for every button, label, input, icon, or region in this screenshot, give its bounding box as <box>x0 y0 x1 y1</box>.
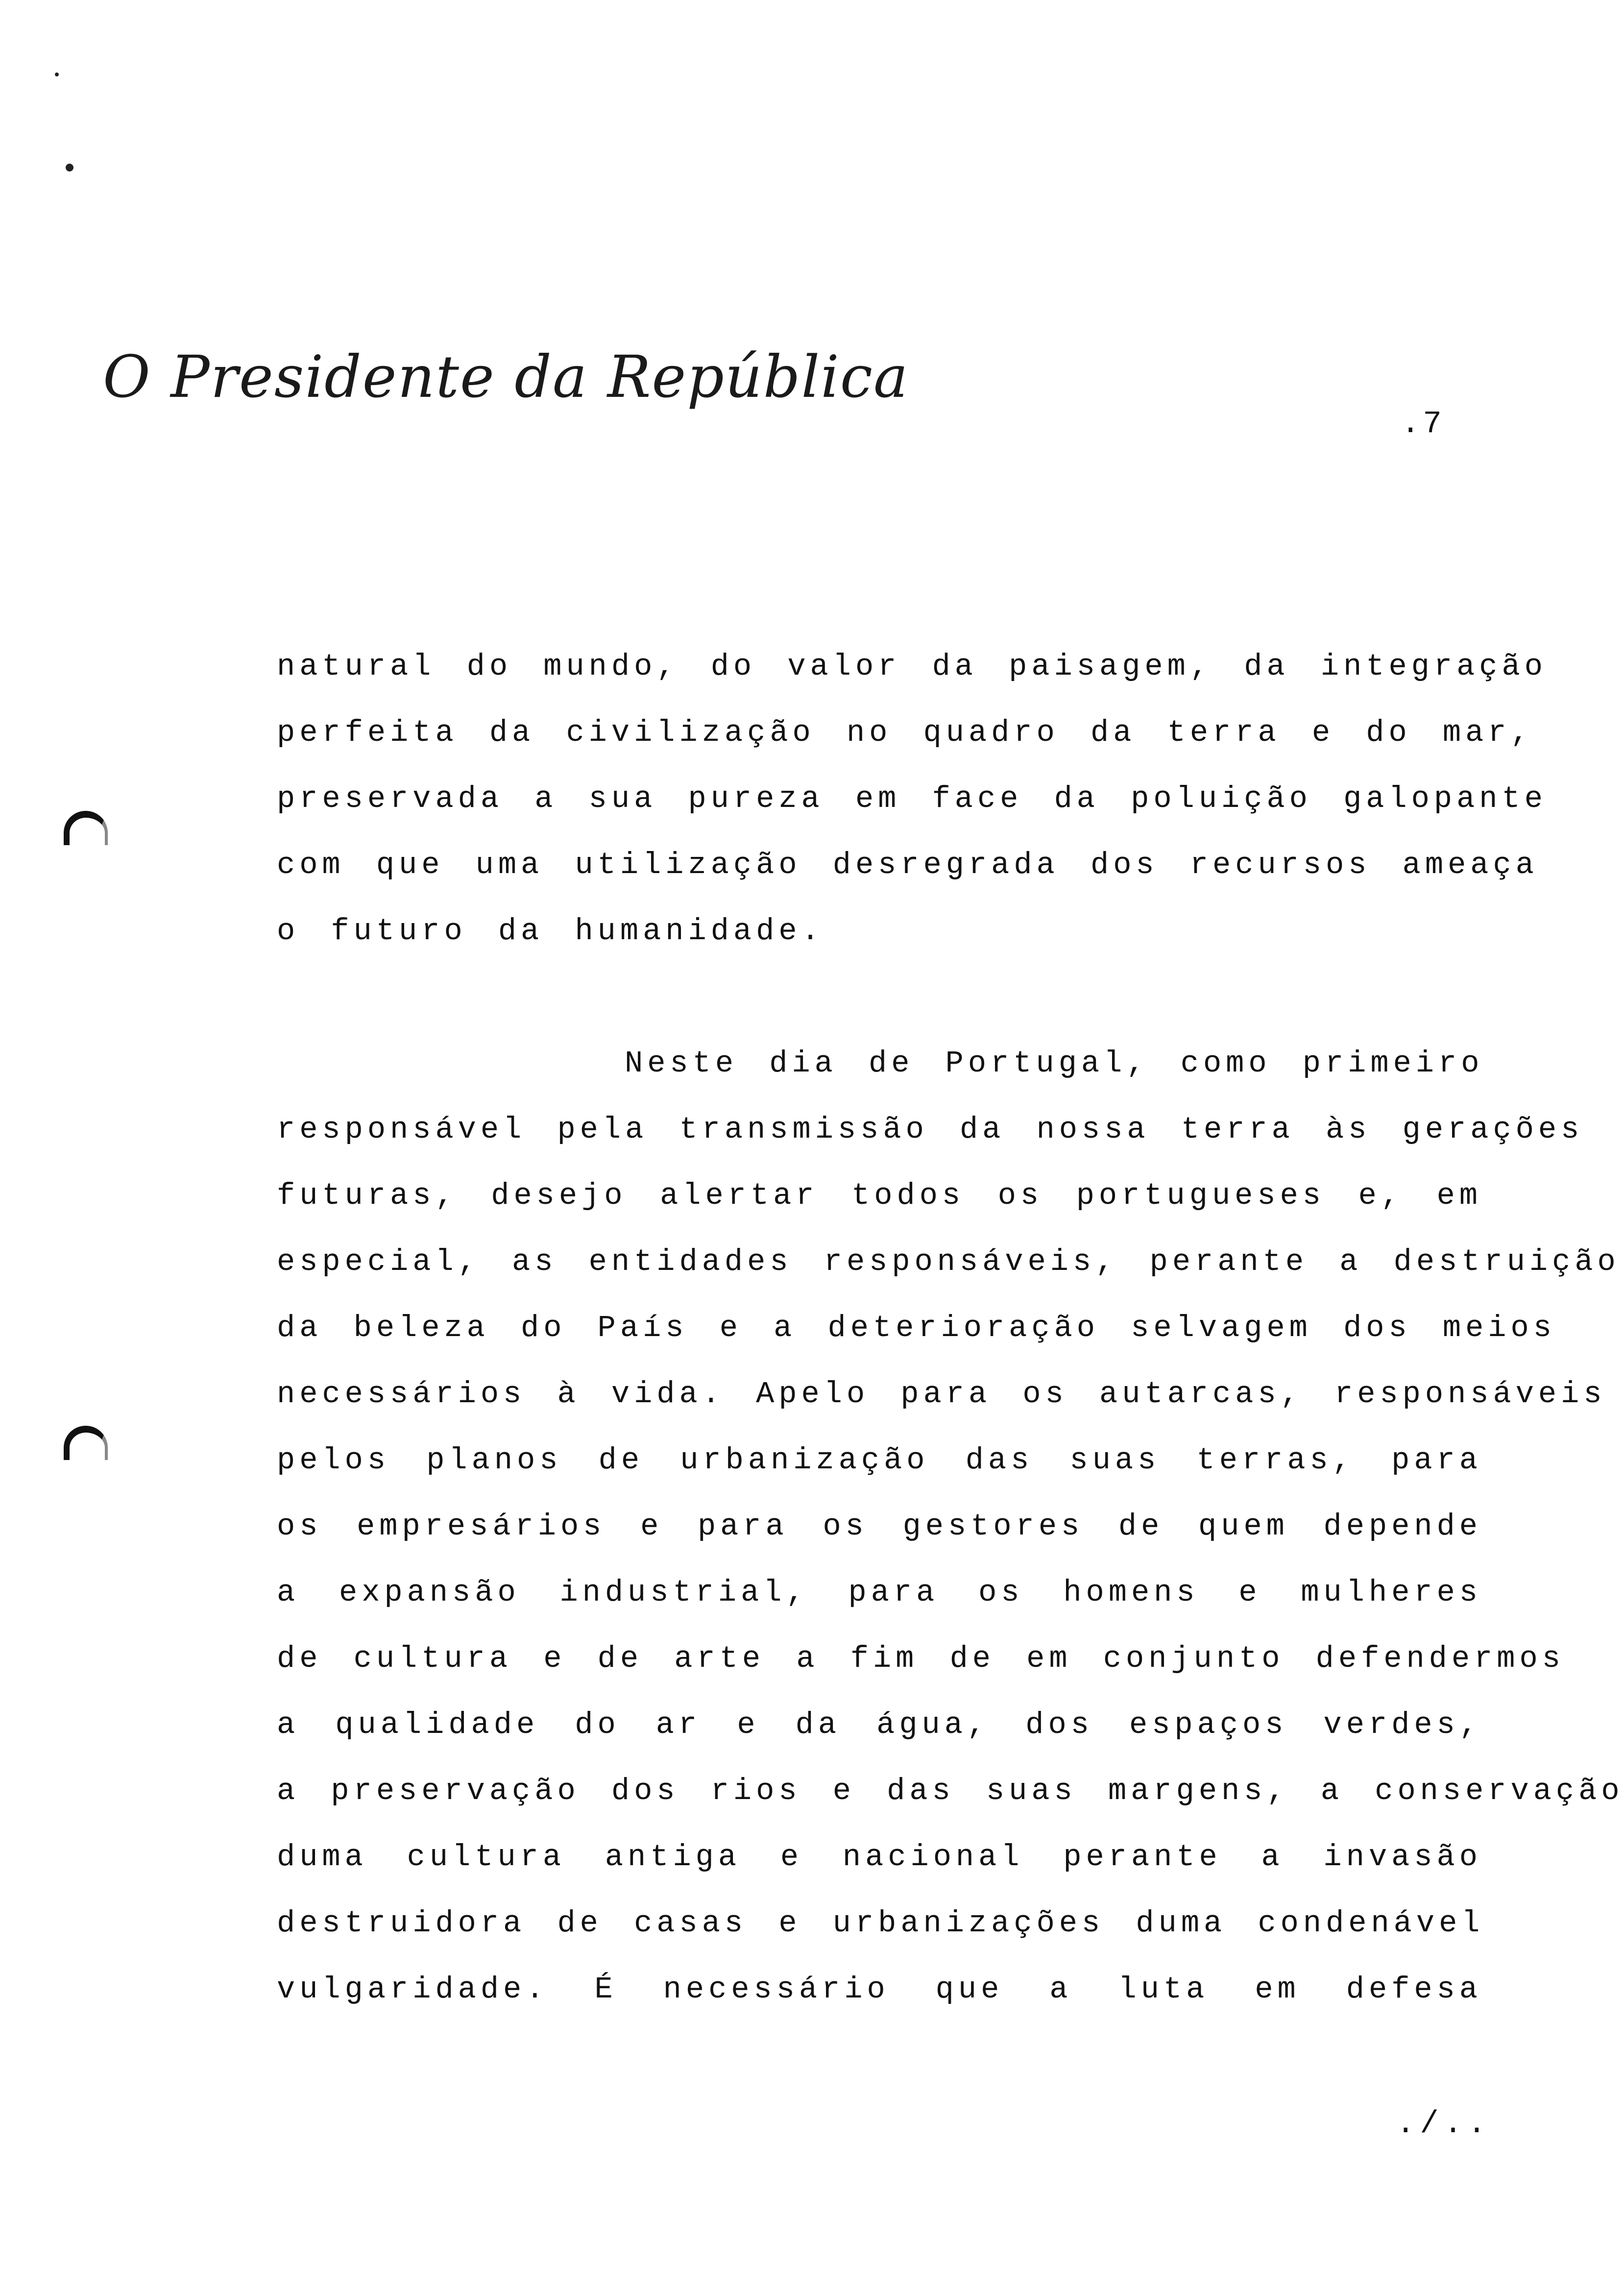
text-line: especial, as entidades responsáveis, perante a destruição <box>277 1244 1620 1279</box>
text-line: com que uma utilização desregrada dos recursos ameaça <box>277 848 1538 882</box>
punch-hole-mark <box>64 811 108 845</box>
punch-hole-mark <box>64 1426 108 1460</box>
text-line: futuras, desejo alertar todos os portugueses e, em <box>277 1178 1482 1213</box>
text-line: pelos planos de urbanização das suas terras, para <box>277 1443 1482 1478</box>
text-line: duma cultura antiga e nacional perante a invasão <box>277 1840 1482 1875</box>
text-line: natural do mundo, do valor da paisagem, da integração <box>277 649 1547 684</box>
letterhead-signature: O Presidente da República <box>103 343 909 411</box>
text-line: necessários à vida. Apelo para os autarcas, responsáveis <box>277 1377 1606 1412</box>
text-line: vulgaridade. É necessário que a luta em defesa <box>277 1972 1482 2007</box>
text-line: os empresários e para os gestores de quem depende <box>277 1509 1482 1544</box>
text-line: Neste dia de Portugal, como primeiro <box>625 1046 1484 1081</box>
scan-speck <box>55 73 59 76</box>
text-line: o futuro da humanidade. <box>277 914 824 949</box>
text-line: a preservação dos rios e das suas margens, a conservação <box>277 1774 1624 1808</box>
continuation-mark: ./.. <box>1396 2107 1491 2142</box>
text-line: da beleza do País e a deterioração selvagem dos meios <box>277 1311 1556 1345</box>
text-line: de cultura e de arte a fim de em conjunto defendermos <box>277 1641 1565 1676</box>
text-line: destruidora de casas e urbanizações duma condenável <box>277 1906 1484 1941</box>
scan-speck <box>66 164 73 171</box>
text-line: a qualidade do ar e da água, dos espaços verdes, <box>277 1707 1482 1742</box>
paragraph-gap <box>277 980 1482 1046</box>
page-number: .7 <box>1401 407 1445 442</box>
letter-body <box>277 649 1624 2038</box>
text-line: perfeita da civilização no quadro da terra e do mar, <box>277 715 1533 750</box>
text-line: a expansão industrial, para os homens e mulheres <box>277 1575 1482 1610</box>
text-line: responsável pela transmissão da nossa terra às gerações <box>277 1112 1584 1147</box>
text-line: preservada a sua pureza em face da poluição galopante <box>277 781 1547 816</box>
